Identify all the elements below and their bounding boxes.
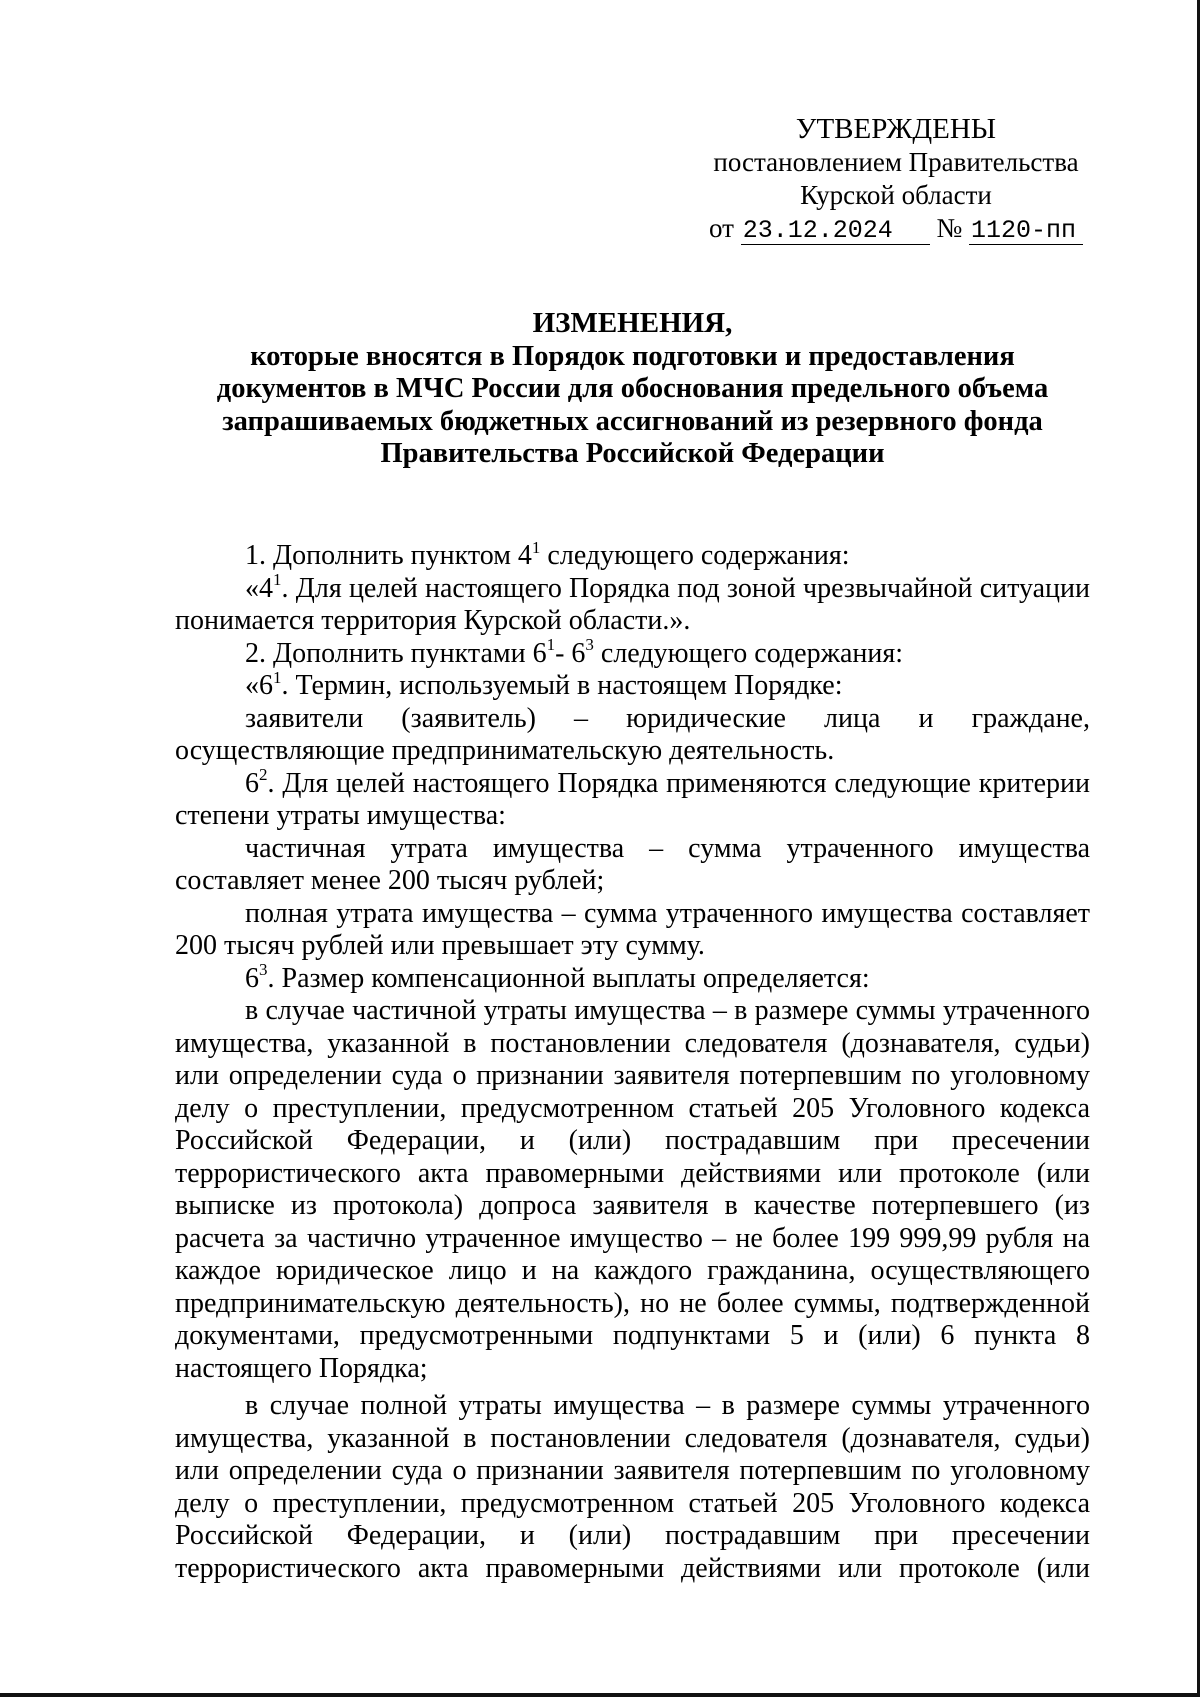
document-body [175,537,1090,1585]
paragraph-5: заявители (заявитель) – юридические лица и граждане, осуществляющие предпринимательскую деятельность. [175,702,1090,766]
approval-heading: УТВЕРЖДЕНЫ [795,113,997,145]
paragraph-11: в случае полной утраты имущества – в размере суммы утраченного имущества, указанной в постановлении следователя (дознавателя, судьи) или определении суда о признании заявителя потерпевшим по уголовному делу о преступлении, предусмотренном статьей 205 Уголовного кодекса Российской Федерации, и (или) пострадавшим при пресечении террористического акта правомерными действиями или протоколе (или [175,1390,1090,1584]
paragraph-4: «$6^1$. Термин, используемый в настоящем Порядке: [245,667,843,701]
number-prefix: № [936,213,963,243]
title-subtitle: которые вносятся в Порядок подготовки и предоставления документов в МЧС России для обоснования предельного объема запрашиваемых бюджетных ассигнований из резервного фонда Правительства Российской Федерации [216,340,1049,469]
approval-line-2: Курской области [800,180,992,210]
paragraph-6: $6^2$. Для целей настоящего Порядка применяются следующие критерии степени утраты имущества: [175,765,1090,831]
title-main: ИЗМЕНЕНИЯ, [532,307,733,339]
document-title [175,307,1090,471]
paragraph-1: 1. Дополнить пунктом $4^1$ следующего содержания: [245,537,850,571]
approval-line-1: постановлением Правительства [713,147,1079,177]
date-prefix: от [709,213,734,243]
paragraph-3: 2. Дополнить пунктами $6^1-$ $6^3$ следующего содержания: [245,635,903,669]
approval-number: 1120-пп [969,218,1083,245]
approval-stamp [700,113,1092,245]
paragraph-8: полная утрата имущества – сумма утраченного имущества составляет 200 тысяч рублей или превышает эту сумму. [175,897,1090,961]
approval-date-row [700,212,1092,245]
paragraph-10: в случае частичной утраты имущества – в размере суммы утраченного имущества, указанной в постановлении следователя (дознавателя, судьи) или определении суда о признании заявителя потерпевшим по уголовному делу о преступлении, предусмотренном статьей 205 Уголовного кодекса Российской Федерации, и (или) пострадавшим при пресечении террористического акта правомерными действиями или протоколе (или выписке из протокола) допроса заявителя в качестве потерпевшего (из расчета за частично утраченное имущество – не более 199 999,99 рубля на каждое юридическое лицо и на каждого гражданина, осуществляющего предпринимательскую деятельность), но не более суммы, подтвержденной документами, предусмотренными подпунктами 5 и (или) 6 пункта 8 настоящего Порядка; [175,995,1090,1384]
scan-border-bottom [0,1693,1200,1697]
paragraph-7: частичная утрата имущества – сумма утраченного имущества составляет менее 200 тысяч рублей; [175,832,1090,896]
paragraph-9: $6^3$. Размер компенсационной выплаты определяется: [245,960,870,994]
paragraph-2: «$4^1$. Для целей настоящего Порядка под зоной чрезвычайной ситуации понимается территория Курской области.». [175,570,1090,636]
approval-date: 23.12.2024 [741,218,930,245]
